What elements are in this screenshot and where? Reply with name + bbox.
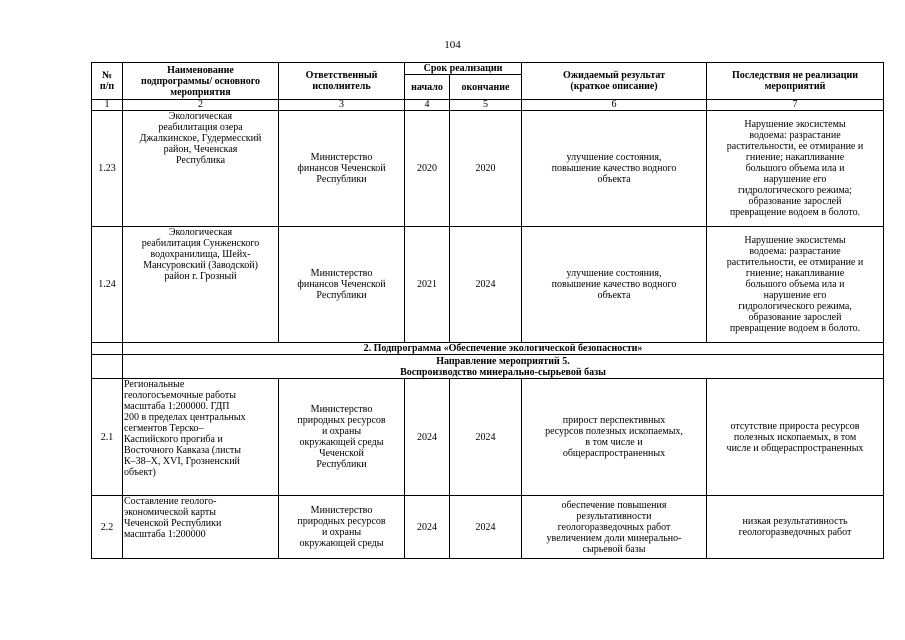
- row-executor: Министерство природных ресурсов и охраны окружающей среды Чеченской Республики: [279, 379, 405, 496]
- row-end: 2024: [450, 227, 522, 343]
- subprogram-title: 2. Подпрограмма «Обеспечение экологической безопасности»: [123, 343, 884, 355]
- row-executor: Министерство финансов Чеченской Республики: [279, 111, 405, 227]
- row-name: Составление геолого- экономической карты Чеченской Республики масштаба 1:200000: [123, 496, 279, 559]
- column-number: 5: [450, 100, 522, 111]
- row-start: 2024: [405, 379, 450, 496]
- row-result: улучшение состояния, повышение качество водного объекта: [522, 227, 707, 343]
- row-end: 2020: [450, 111, 522, 227]
- subprogram-row: [92, 343, 884, 355]
- row-num: 2.2: [92, 496, 123, 559]
- row-consequences: Нарушение экосистемы водоема: разрастание растительности, ее отмирание и гниение; накапливание большого объема ила и нарушение его гидрологического режима, образование зарослей превращение водоем в болото.: [707, 227, 884, 343]
- row-start: 2020: [405, 111, 450, 227]
- column-number: 7: [707, 100, 884, 111]
- row-name: Экологическая реабилитация озера Джалкинское, Гудермесский район, Чеченская Республика: [123, 111, 279, 227]
- row-executor: Министерство природных ресурсов и охраны окружающей среды: [279, 496, 405, 559]
- column-number: 4: [405, 100, 450, 111]
- row-end: 2024: [450, 496, 522, 559]
- column-number: 6: [522, 100, 707, 111]
- row-num: 1.24: [92, 227, 123, 343]
- row-num: 1.23: [92, 111, 123, 227]
- row-executor: Министерство финансов Чеченской Республики: [279, 227, 405, 343]
- row-start: 2021: [405, 227, 450, 343]
- column-number: 1: [92, 100, 123, 111]
- measures-table: [91, 62, 884, 559]
- row-name: Экологическая реабилитация Сунженского водохранилища, Шейх- Мансуровский (Заводской) район г. Грозный: [123, 227, 279, 343]
- table-row: [92, 111, 884, 227]
- row-end: 2024: [450, 379, 522, 496]
- column-number: 3: [279, 100, 405, 111]
- header-period: Срок реализации: [405, 63, 522, 75]
- header-end: окончание: [450, 75, 522, 100]
- header-start: начало: [405, 75, 450, 100]
- row-start: 2024: [405, 496, 450, 559]
- table-row: [92, 379, 884, 496]
- header-executor: Ответственный исполнитель: [279, 63, 405, 100]
- header-name: Наименование подпрограммы/ основного мероприятия: [123, 63, 279, 100]
- row-result: обеспечение повышения результативности геологоразведочных работ увеличением доли минерально- сырьевой базы: [522, 496, 707, 559]
- header-result: Ожидаемый результат (краткое описание): [522, 63, 707, 100]
- row-consequences: отсутствие прироста ресурсов полезных ископаемых, в том числе и общераспространенных: [707, 379, 884, 496]
- table-row: [92, 496, 884, 559]
- row-consequences: низкая результативность геологоразведочных работ: [707, 496, 884, 559]
- row-name: Региональные геологосъемочные работы масштаба 1:200000. ГДП 200 в пределах центральных сегментов Терско– Каспийского прогиба и Восточного Кавказа (листы К–38–Х, XVI, Грозненский объект): [123, 379, 279, 496]
- row-num: 2.1: [92, 379, 123, 496]
- header-num: № п/п: [92, 63, 123, 100]
- page-number: 104: [444, 39, 461, 51]
- row-result: прирост перспективных ресурсов полезных ископаемых, в том числе и общераспространенных: [522, 379, 707, 496]
- header-consequences: Последствия не реализации мероприятий: [707, 63, 884, 100]
- row-consequences: Нарушение экосистемы водоема: разрастание растительности, ее отмирание и гниение; накапливание большого объема ила и нарушение его гидрологического режима; образование зарослей превращение водоем в болото.: [707, 111, 884, 227]
- table-row: [92, 227, 884, 343]
- row-result: улучшение состояния, повышение качество водного объекта: [522, 111, 707, 227]
- direction-row: [92, 355, 884, 379]
- direction-title: Направление мероприятий 5. Воспроизводство минерально-сырьевой базы: [123, 355, 884, 379]
- column-number: 2: [123, 100, 279, 111]
